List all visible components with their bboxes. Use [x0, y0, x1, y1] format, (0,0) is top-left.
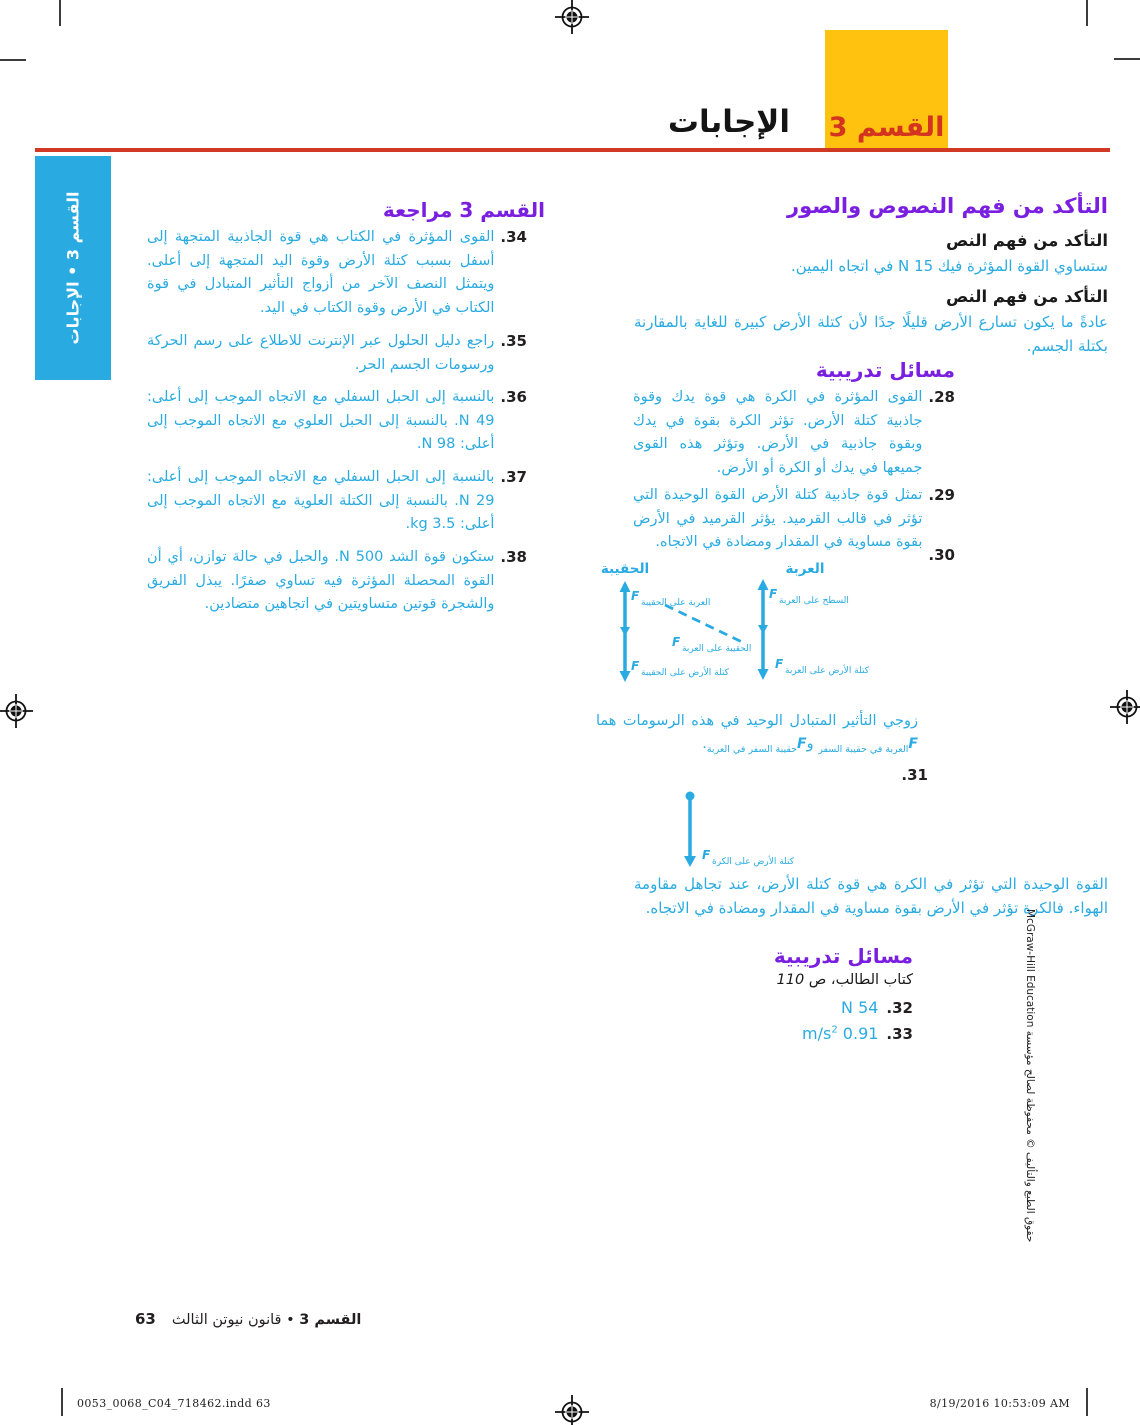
- force-symbol: F: [631, 659, 640, 673]
- reference-prefix: كتاب الطالب، ص: [804, 972, 913, 988]
- review-item-37: [147, 466, 527, 537]
- item-text: راجع دليل الحلول عبر الإنترنت للاطلاع على رسم الحركة ورسومات الجسم الحر.: [147, 333, 495, 373]
- page-number: 63: [135, 1310, 156, 1328]
- item-text: بالنسبة إلى الحبل السفلي مع الاتجاه الموجب إلى أعلى: 49 N. بالنسبة إلى الحبل العلوي مع الاتجاه الموجب إلى أعلى: 98 N.: [147, 389, 495, 452]
- page-footer: [135, 1310, 361, 1328]
- force-label-surface-on-cart: السطح على العربة: [779, 596, 849, 606]
- text-check-answer-1: ستساوي القوة المؤثرة فيك 15 N في اتجاه اليمين.: [790, 257, 1108, 275]
- practice-problems-heading-2: مسائل تدريبية: [773, 944, 913, 968]
- side-tab: [35, 156, 111, 380]
- review-heading: القسم 3 مراجعة: [382, 198, 545, 222]
- registration-mark-icon: [0, 693, 34, 729]
- item-number: 34.: [500, 228, 527, 246]
- trim-mark: [1086, 1388, 1088, 1416]
- exponent: 2: [831, 1024, 838, 1036]
- force-symbol: F: [797, 736, 807, 752]
- trim-mark: [61, 1388, 63, 1416]
- pair-note-lead: زوجي التأثير المتبادل الوحيد في هذه الرسومات هما: [596, 713, 918, 729]
- period: .: [702, 736, 707, 752]
- footer-separator: •: [286, 1312, 295, 1328]
- force-label-bag-on-cart: الحقيبة على العربة: [682, 644, 752, 654]
- force-symbol: F: [702, 848, 711, 862]
- student-book-reference: [777, 972, 914, 988]
- item-number: 28.: [928, 388, 955, 406]
- trim-mark: [1086, 0, 1088, 26]
- force-label-cart-on-bag: العربة على الحقيبة: [641, 598, 711, 608]
- reference-page: 110: [776, 972, 805, 988]
- practice-item-31-number: 31.: [901, 766, 928, 784]
- diagram-bag-header: الحقيبة: [600, 561, 650, 577]
- review-item-38: [147, 546, 527, 617]
- reading-check-heading: التأكد من فهم النصوص والصور: [787, 194, 1108, 218]
- review-item-35: [147, 330, 527, 377]
- force-symbol: F: [908, 736, 918, 752]
- force-diagram-ball: [630, 786, 820, 881]
- item-number: 36.: [500, 388, 527, 406]
- text-check-subhead-2: التأكد من فهم النص: [946, 287, 1108, 306]
- registration-mark-icon: [554, 1394, 590, 1425]
- item-answer: 54 N: [841, 998, 879, 1017]
- page-title: الإجابات: [667, 104, 790, 140]
- practice-item-28: [633, 386, 955, 480]
- force-symbol: F: [769, 587, 778, 601]
- text-check-answer-2: عادةً ما يكون تسارع الأرض قليلًا جدًا لأن كتلة الأرض كبيرة للغاية بالمقارنة بكتلة الجسم.: [634, 313, 1108, 355]
- trim-mark: [59, 0, 61, 26]
- item-number: 29.: [928, 486, 955, 504]
- item-number: 33.: [886, 1025, 913, 1043]
- section-tab-label: القسم 3: [828, 112, 945, 143]
- force-subscript: العربة في حقيبة السفر: [818, 743, 909, 755]
- print-file-info: 0053_0068_C04_718462.indd 63: [77, 1397, 271, 1410]
- force-diagram-bag-cart: [593, 556, 885, 684]
- item-number: 38.: [500, 548, 527, 566]
- print-date-info: 8/19/2016 10:53:09 AM: [929, 1397, 1070, 1410]
- item-text: القوى المؤثرة في الكرة هي قوة يدك وقوة جاذبية كتلة الأرض. تؤثر الكرة بقوة في يدك وبقوة جاذبية في الأرض. وتؤثر هذه القوى جميعها في يدك أو الكرة أو الأرض.: [633, 389, 923, 476]
- force-subscript: حقيبة السفر في العربة: [706, 743, 798, 755]
- practice-item-33: [802, 1024, 913, 1043]
- item-number: 37.: [500, 468, 527, 486]
- force-symbol: F: [672, 635, 681, 649]
- force-label-earth-on-cart: كتلة الأرض على العربة: [785, 666, 869, 676]
- header-rule: [35, 148, 1110, 152]
- practice-item-32: [841, 998, 913, 1017]
- item-text: بالنسبة إلى الحبل السفلي مع الاتجاه الموجب إلى أعلى: 29 N. بالنسبة إلى الكتلة العلوية مع الاتجاه الموجب إلى أعلى: 3.5 kg.: [147, 469, 495, 532]
- ball-answer-text: القوة الوحيدة التي تؤثر في الكرة هي قوة كتلة الأرض، عند تجاهل مقاومة الهواء. فالكرة تؤثر في الأرض بقوة مساوية في المقدار ومضادة في الاتجاه.: [634, 875, 1108, 917]
- diagram-cart-header: العربة: [785, 561, 825, 577]
- item-text: القوى المؤثرة في الكتاب هي قوة الجاذبية المتجهة إلى أسفل بسبب كتلة الأرض وقوة اليد المتجهة إلى أعلى. ويتمثل النصف الآخر من أزواج التأثير المتبادل في قوة الكتاب في الأرض وقوة الكتاب في اليد.: [147, 229, 495, 316]
- review-item-34: [147, 226, 527, 320]
- interaction-pair-note: [596, 710, 918, 761]
- item-number: 32.: [886, 999, 913, 1017]
- item-answer: 0.91 $m/s^2$: [802, 1024, 879, 1043]
- practice-problems-heading-1: مسائل تدريبية: [815, 358, 955, 382]
- text-check-subhead-1: التأكد من فهم النص: [946, 231, 1108, 250]
- side-tab-label: القسم 3 • الإجابات: [63, 191, 83, 345]
- item-number: 35.: [500, 332, 527, 350]
- item-text: تمثل قوة جاذبية كتلة الأرض القوة الوحيدة التي تؤثر في قالب القرميد. يؤثر القرميد في الأرض بقوة مساوية في المقدار ومضادة في الاتجاه.: [633, 487, 923, 550]
- practice-item-29: [633, 484, 955, 555]
- copyright-text: حقوق الطبع والتأليف © محفوظة لصالح مؤسسة McGraw-Hill Education: [1024, 909, 1036, 1243]
- registration-mark-icon: [1109, 689, 1140, 725]
- review-item-36: [147, 386, 527, 457]
- force-label-earth-on-bag: كتلة الأرض على الحقيبة: [641, 668, 729, 678]
- item-text: ستكون قوة الشد 500 N. والحبل في حالة توازن، أي أن القوة المحصلة المؤثرة فيه تساوي صفرًا. يبذل الفريق والشجرة قوتين متساويتين في اتجاهين متضادين.: [147, 549, 495, 612]
- footer-section: القسم 3: [299, 1312, 362, 1328]
- force-symbol: F: [631, 589, 640, 603]
- trim-mark: [0, 59, 26, 61]
- footer-chapter: قانون نيوتن الثالث: [171, 1312, 282, 1328]
- trim-mark: [1114, 58, 1140, 60]
- conjunction: و: [806, 736, 814, 752]
- force-symbol: F: [775, 657, 784, 671]
- section-tab: [825, 30, 948, 149]
- practice-item-30-number: 30.: [928, 546, 955, 564]
- registration-mark-icon: [554, 0, 590, 35]
- chapter-reference: [172, 1312, 362, 1328]
- force-label-earth-on-ball: كتلة الأرض على الكرة: [712, 857, 794, 867]
